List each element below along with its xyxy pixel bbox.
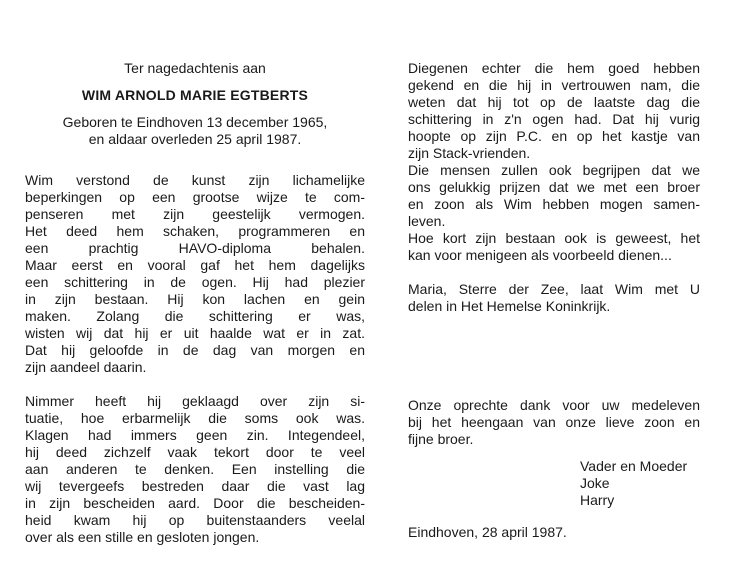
text-line: in zijn bescheiden aard. Door die bescheiden- bbox=[25, 495, 365, 511]
intro-text: Ter nagedachtenis aan bbox=[124, 60, 266, 76]
text-line: tuatie, hoe erbarmelijk die soms ook was. bbox=[25, 410, 365, 426]
text-line: penseren met zijn geestelijk vermogen. bbox=[25, 206, 365, 222]
text-line: gekend en die hij in vertrouwen nam, die bbox=[408, 77, 700, 93]
text-line: zijn aandeel daarin. bbox=[25, 359, 147, 375]
left-paragraph-2 bbox=[25, 393, 365, 546]
place-date: Eindhoven, 28 april 1987. bbox=[408, 524, 567, 540]
text-line: ons gelukkig prijzen dat we met een broer bbox=[408, 179, 700, 195]
text-line: over als een stille en gesloten jongen. bbox=[25, 529, 260, 545]
signature-sister: Joke bbox=[580, 475, 610, 491]
text-line: bij het heengaan van onze lieve zoon en bbox=[408, 414, 700, 430]
text-line: zijn Stack-vrienden. bbox=[408, 145, 531, 161]
text-line: Dat hij geloofde in de dag van morgen en bbox=[25, 342, 365, 358]
left-paragraph-1 bbox=[25, 172, 365, 376]
text-line: delen in Het Hemelse Koninkrijk. bbox=[408, 298, 611, 314]
signature-brother: Harry bbox=[580, 492, 615, 508]
text-line: een prachtig HAVO-diploma behalen. bbox=[25, 240, 365, 256]
text-line: aan anderen te denken. Een instelling die bbox=[25, 461, 365, 477]
thanks-paragraph bbox=[408, 397, 700, 448]
right-paragraph-1 bbox=[408, 60, 700, 264]
left-column bbox=[25, 60, 365, 546]
text-line: beperkingen op een grootse wijze te com- bbox=[25, 189, 365, 205]
text-line: Onze oprechte dank voor uw medeleven bbox=[408, 397, 700, 413]
text-line: wisten wij dat hij er uit haalde wat er in zat. bbox=[25, 325, 365, 341]
text-line: hoopte op zijn P.C. en op het kastje van bbox=[408, 128, 700, 144]
text-line: en zoon als Wim hebben mogen samen- bbox=[408, 196, 700, 212]
prayer-paragraph bbox=[408, 281, 700, 315]
birth-line-1: Geboren te Eindhoven 13 december 1965, bbox=[62, 114, 328, 130]
text-line: in zijn bestaan. Hij kon lachen en gein bbox=[25, 291, 365, 307]
text-line: een schittering in de ogen. Hij had plezier bbox=[25, 274, 365, 290]
text-line: Maar eerst en vooral gaf het hem dagelijks bbox=[25, 257, 365, 273]
text-line: heid kwam hij op buitenstaanders veelal bbox=[25, 512, 365, 528]
text-line: Het deed hem schaken, programmeren en bbox=[25, 223, 365, 239]
text-line: Diegenen echter die hem goed hebben bbox=[408, 60, 700, 76]
signatures bbox=[580, 458, 687, 509]
text-line: wij tevergeefs bestreden daar die vast lag bbox=[25, 478, 365, 494]
text-line: maken. Zolang die schittering er was, bbox=[25, 308, 365, 324]
right-column bbox=[408, 60, 700, 448]
text-line: Klagen had immers geen zin. Integendeel, bbox=[25, 427, 365, 443]
text-line: Hoe kort zijn bestaan ook is geweest, het bbox=[408, 230, 700, 246]
text-line: kan voor menigeen als voorbeeld dienen... bbox=[408, 247, 672, 263]
text-line: hij deed zichzelf vaak tekort door te veel bbox=[25, 444, 365, 460]
birth-line-2: en aldaar overleden 25 april 1987. bbox=[88, 131, 302, 147]
text-line: schittering in z'n ogen had. Dat hij vurig bbox=[408, 111, 700, 127]
text-line: fijne broer. bbox=[408, 431, 474, 447]
text-line: Die mensen zullen ook begrijpen dat we bbox=[408, 162, 700, 178]
deceased-name: WIM ARNOLD MARIE EGTBERTS bbox=[81, 87, 309, 103]
text-line: weten dat hij tot op de laatste dag die bbox=[408, 94, 700, 110]
text-line: Maria, Sterre der Zee, laat Wim met U bbox=[408, 281, 700, 297]
text-line: Wim verstond de kunst zijn lichamelijke bbox=[25, 172, 365, 188]
signature-parents: Vader en Moeder bbox=[580, 458, 688, 474]
text-line: leven. bbox=[408, 213, 446, 229]
text-line: Nimmer heeft hij geklaagd over zijn si- bbox=[25, 393, 365, 409]
